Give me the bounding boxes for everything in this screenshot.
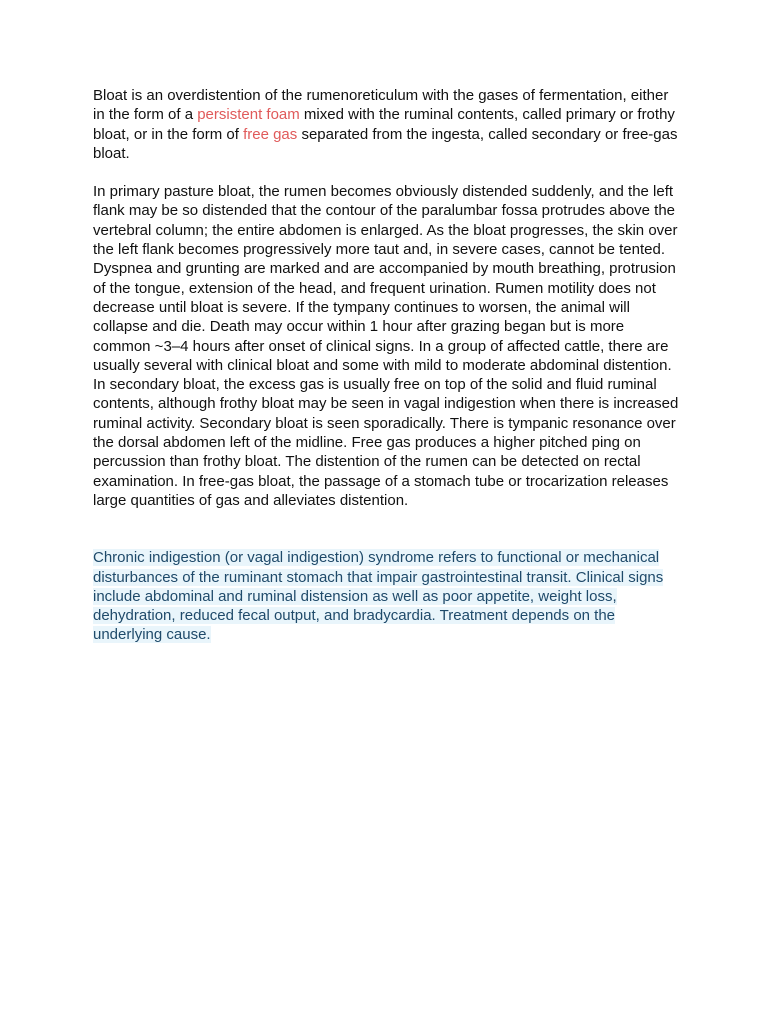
paragraph-1-text-a: Bloat is an overdistention of the rumenoreticulum with the gases of fermentation, either in the form of a xyxy=(93,87,669,124)
paragraph-primary-bloat: In primary pasture bloat, the rumen becomes obviously distended suddenly, and the left flank may be so distended that the contour of the paralumbar fossa protrudes above the vertebral column; the entire abdomen is enlarged. As the bloat progresses, the skin over the left flank becomes progressively more taut and, in severe cases, cannot be tented. Dyspnea and grunting are marked and are accompanied by mouth breathing, protrusion of the tongue, extension of the head, and frequent urination. Rumen motility does not decrease until bloat is severe. If the tympany continues to worsen, the animal will collapse and die. Death may occur within 1 hour after grazing began but is more common ~3–4 hours after onset of clinical signs. In a group of affected cattle, there are usually several with clinical bloat and some with mild to moderate abdominal distention. xyxy=(93,183,678,374)
highlighted-text-block: Chronic indigestion (or vagal indigestion) syndrome refers to functional or mechanical disturbances of the ruminant stomach that impair gastrointestinal transit. Clinical signs include abdominal and ruminal distension as well as poor appetite, weight loss, dehydration, reduced fecal output, and bradycardia. Treatment depends on the underlying cause. xyxy=(93,549,664,644)
paragraph-1-text-b: mixed with the ruminal contents, called primary or frothy bloat, or in the form of xyxy=(93,106,675,143)
paragraph-chronic-indigestion xyxy=(93,548,683,644)
paragraph-bloat-definition xyxy=(93,86,683,163)
paragraph-spacer-large xyxy=(93,510,683,548)
paragraph-spacer xyxy=(93,163,683,182)
document-page xyxy=(93,86,683,645)
highlight-free-gas: free gas xyxy=(243,125,298,143)
highlight-persistent-foam: persistent foam xyxy=(197,106,300,124)
paragraph-1-text-c: separated from the ingesta, called secondary or free-gas bloat. xyxy=(93,125,678,162)
paragraph-secondary-bloat: In secondary bloat, the excess gas is usually free on top of the solid and fluid ruminal contents, although frothy bloat may be seen in vagal indigestion when there is increased ruminal activity. Secondary bloat is seen sporadically. There is tympanic resonance over the dorsal abdomen left of the midline. Free gas produces a higher pitched ping on percussion than frothy bloat. The distention of the rumen can be detected on rectal examination. In free-gas bloat, the passage of a stomach tube or trocarization releases large quantities of gas and alleviates distention. xyxy=(93,376,679,509)
